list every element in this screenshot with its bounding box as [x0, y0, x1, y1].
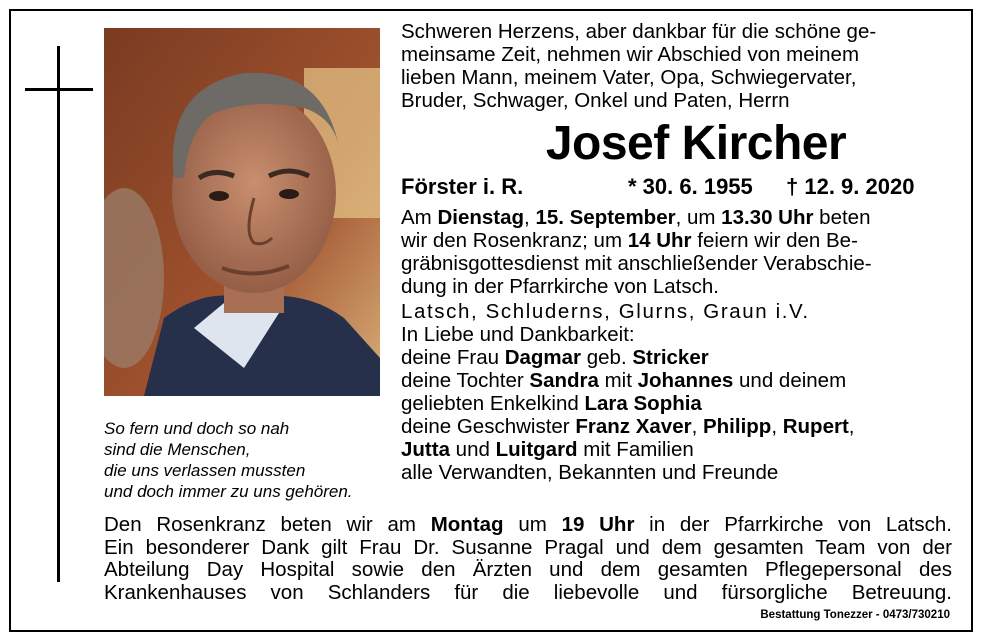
portrait-illustration — [104, 28, 380, 396]
deceased-name: Josef Kircher — [545, 117, 847, 170]
cross-icon-vertical — [57, 46, 60, 582]
intro-paragraph — [401, 20, 951, 112]
mourner-wife: deine Frau Dagmar geb. Stricker — [401, 346, 709, 369]
intro-line: meinsame Zeit, nehmen wir Abschied von meinem — [401, 43, 860, 66]
closing-line: Den Rosenkranz beten wir am Montag um 19 Uhr in der Pfarrkirche von Latsch. — [104, 513, 952, 536]
poem-line: die uns verlassen mussten — [104, 461, 306, 480]
mourner-others: alle Verwandten, Bekannten und Freunde — [401, 461, 779, 484]
mourner-siblings: deine Geschwister Franz Xaver, Philipp, Rupert, — [401, 415, 855, 438]
obituary-text — [401, 20, 951, 484]
portrait-photo — [104, 28, 380, 396]
funeral-line: Am Dienstag, 15. September, um 13.30 Uhr beten — [401, 206, 871, 229]
closing-line: Krankenhauses von Schlanders für die liebevolle und fürsorgliche Betreuung. — [104, 580, 952, 604]
poem-line: So fern und doch so nah — [104, 419, 290, 438]
intro-line: lieben Mann, meinem Vater, Opa, Schwiegervater, — [401, 66, 857, 89]
mourner-grandchild: geliebten Enkelkind Lara Sophia — [401, 392, 702, 415]
mourner-daughter: deine Tochter Sandra mit Johannes und deinem — [401, 369, 847, 392]
mourners-list — [401, 346, 951, 484]
funeral-line: wir den Rosenkranz; um 14 Uhr feiern wir den Be- — [401, 229, 858, 252]
occupation-title: Förster i. R. — [401, 174, 524, 199]
funeral-line: dung in der Pfarrkirche von Latsch. — [401, 275, 719, 298]
life-dates — [401, 174, 951, 202]
poem-line: und doch immer zu uns gehören. — [104, 482, 353, 501]
closing-line: Abteilung Day Hospital sowie den Ärzten und dem gesamten Pflegepersonal des — [104, 558, 952, 581]
cross-icon-horizontal — [25, 88, 93, 91]
funeral-info — [401, 206, 951, 298]
closing-line: Ein besonderer Dank gilt Frau Dr. Susanne Pragal und dem gesamten Team von der — [104, 535, 952, 559]
intro-line: Bruder, Schwager, Onkel und Paten, Herrn — [401, 89, 790, 112]
places: Latsch, Schluderns, Glurns, Graun i.V. — [401, 300, 810, 323]
funeral-home-credit: Bestattung Tonezzer - 0473/730210 — [760, 609, 950, 621]
intro-line: Schweren Herzens, aber dankbar für die schöne ge- — [401, 20, 877, 43]
poem — [104, 418, 394, 502]
birth-date: * 30. 6. 1955 — [628, 174, 753, 199]
poem-line: sind die Menschen, — [104, 440, 251, 459]
funeral-line: gräbnisgottesdienst mit anschließender Verabschie- — [401, 252, 872, 275]
closing-paragraph — [104, 514, 952, 604]
love-line: In Liebe und Dankbarkeit: — [401, 323, 635, 346]
mourner-siblings: Jutta und Luitgard mit Familien — [401, 438, 694, 461]
death-date: † 12. 9. 2020 — [786, 174, 915, 199]
